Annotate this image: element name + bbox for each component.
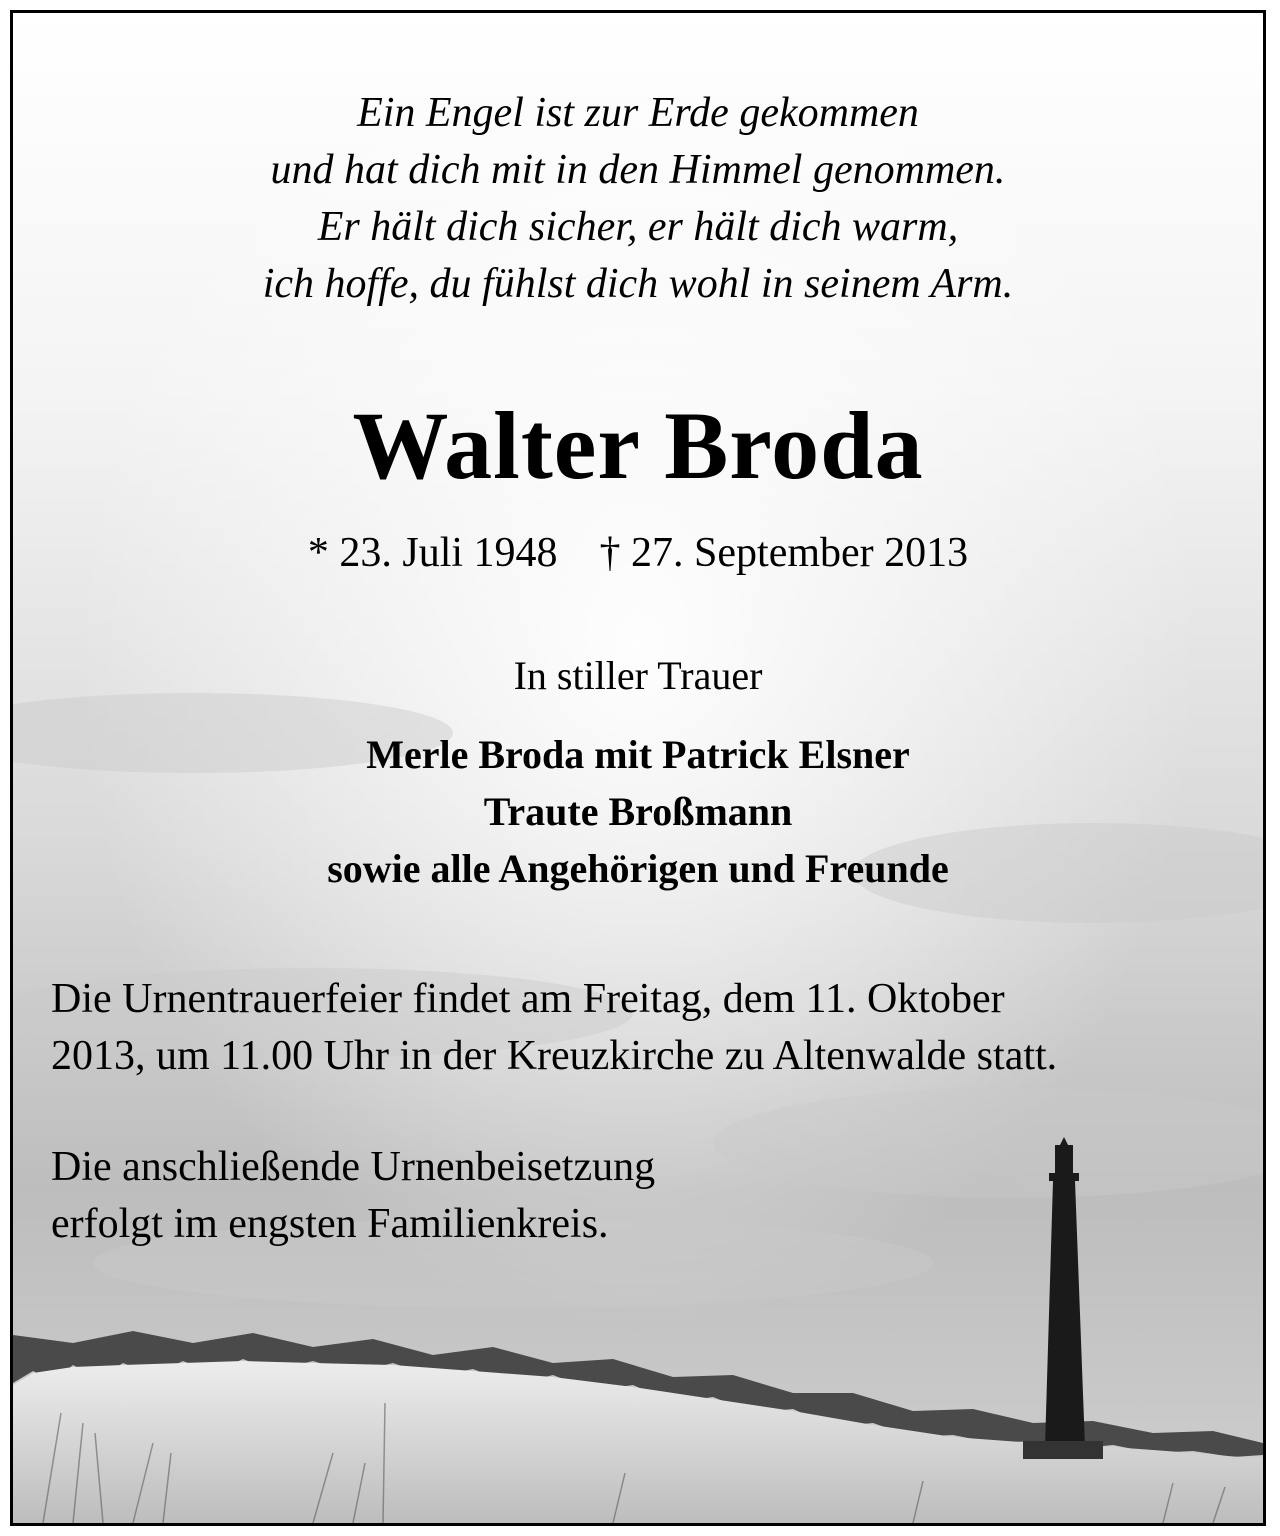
poem-line: und hat dich mit in den Himmel genommen. — [270, 147, 1006, 193]
mourners-list — [13, 726, 1263, 897]
life-dates — [13, 525, 1263, 581]
poem-line: ich hoffe, du fühlst dich wohl in seinem Arm. — [262, 261, 1014, 307]
mourning-phrase: In stiller Trauer — [513, 653, 763, 698]
burial-line: Die anschließende Urnenbeisetzung — [51, 1144, 656, 1190]
mourner-line: Traute Broßmann — [483, 789, 793, 834]
mourner-line: sowie alle Angehörigen und Freunde — [327, 846, 949, 891]
service-line: Die Urnentrauerfeier findet am Freitag, dem 11. Oktober — [51, 976, 1005, 1022]
service-line: 2013, um 11.00 Uhr in der Kreuzkirche zu Altenwalde statt. — [51, 1033, 1058, 1079]
obituary-notice — [10, 10, 1266, 1526]
poem — [13, 85, 1263, 313]
death-date: † 27. September 2013 — [599, 530, 969, 576]
poem-line: Er hält dich sicher, er hält dich warm, — [317, 204, 959, 250]
burial-line: erfolgt im engsten Familienkreis. — [51, 1201, 609, 1247]
mourner-line: Merle Broda mit Patrick Elsner — [366, 732, 910, 777]
burial-info — [51, 1139, 951, 1253]
service-info — [51, 971, 1251, 1085]
deceased-name: Walter Broda — [352, 392, 924, 499]
poem-line: Ein Engel ist zur Erde gekommen — [357, 90, 919, 136]
birth-date: * 23. Juli 1948 — [307, 530, 558, 576]
